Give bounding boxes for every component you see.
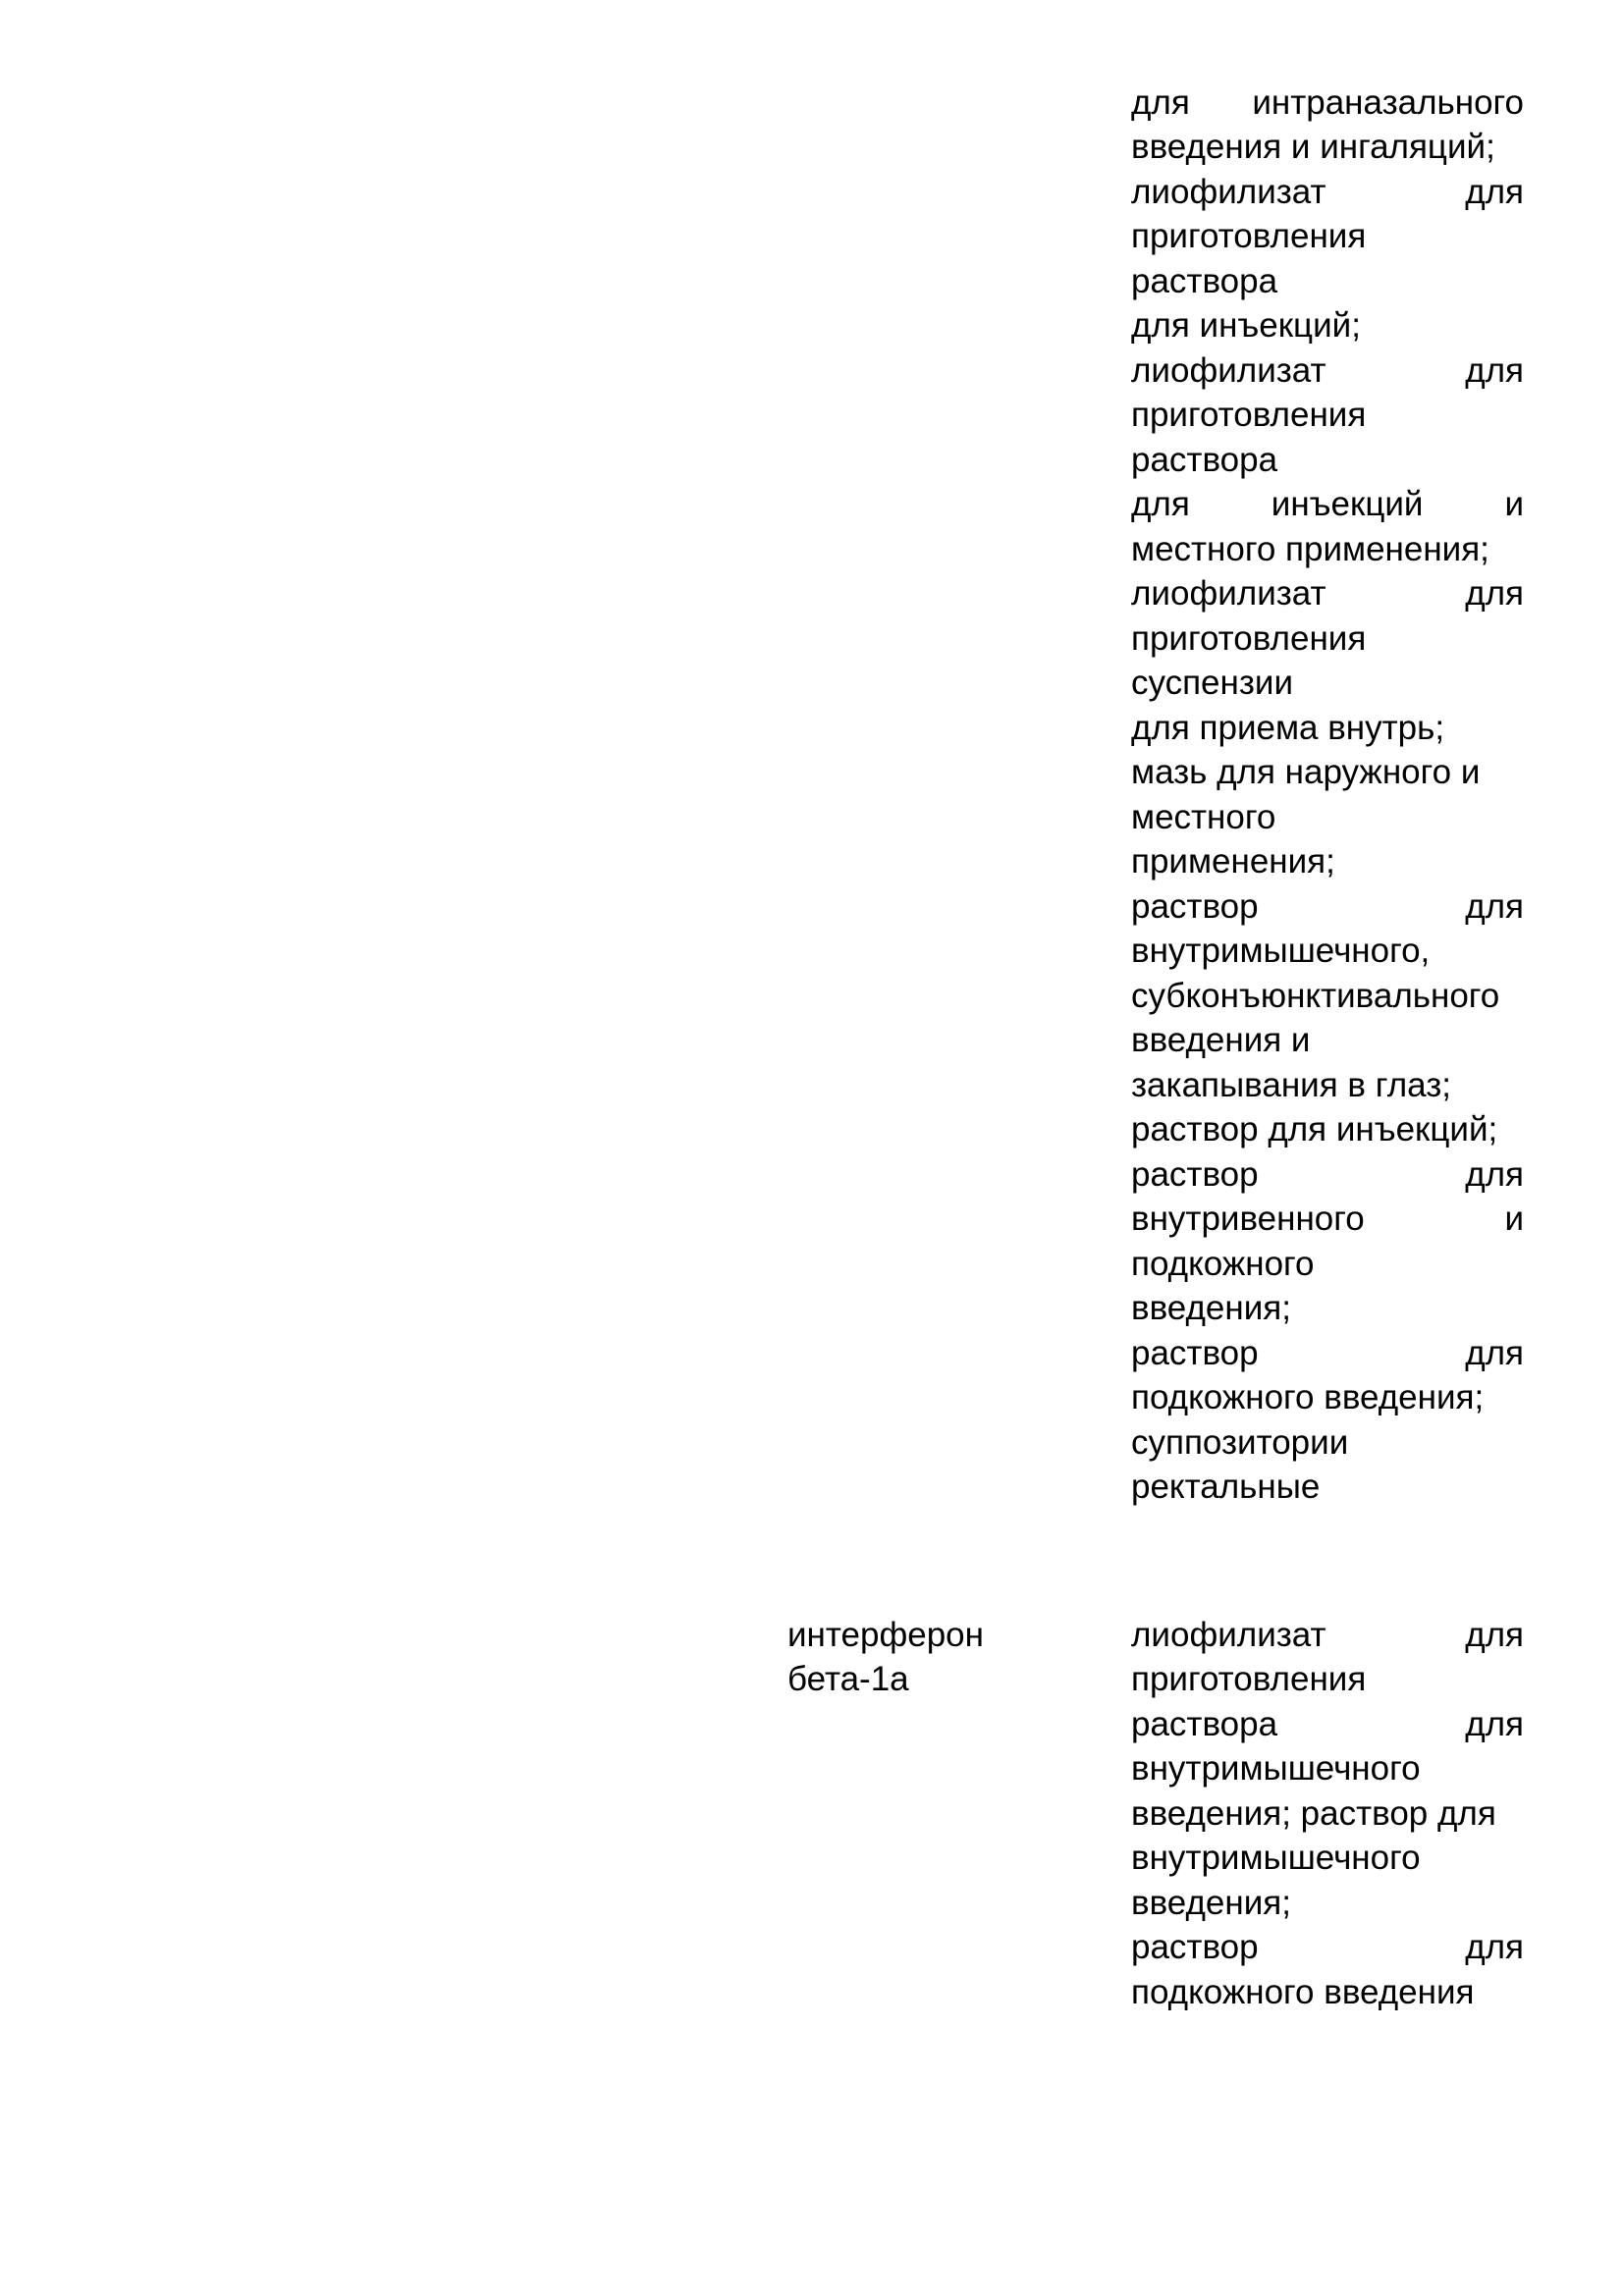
text-line: субконъюнктивального bbox=[1131, 977, 1500, 1015]
text-line bbox=[1131, 1925, 1524, 1969]
text-word: раствора bbox=[1131, 1705, 1278, 1743]
text-line: суспензии bbox=[1131, 664, 1294, 702]
text-word: внутривенного bbox=[1131, 1200, 1365, 1238]
text-word: для bbox=[1465, 1928, 1524, 1966]
text-word: для bbox=[1465, 1705, 1524, 1743]
text-line: введения; bbox=[1131, 1884, 1291, 1922]
text-line: введения и bbox=[1131, 1021, 1311, 1059]
text-line bbox=[1131, 1331, 1524, 1375]
text-line: введения; bbox=[1131, 1289, 1291, 1327]
text-line: введения; раствор для bbox=[1131, 1794, 1496, 1833]
text-line bbox=[1131, 348, 1524, 393]
text-line: мазь для наружного и bbox=[1131, 753, 1481, 791]
text-word: раствор bbox=[1131, 887, 1259, 926]
text-word: лиофилизат bbox=[1131, 1616, 1326, 1654]
text-line: раствор для инъекций; bbox=[1131, 1110, 1498, 1148]
text-line: приготовления bbox=[1131, 396, 1367, 434]
text-word: для bbox=[1465, 351, 1524, 390]
text-word: интраназального bbox=[1252, 83, 1524, 122]
text-line: приготовления bbox=[1131, 1660, 1367, 1698]
text-word: лиофилизат bbox=[1131, 574, 1326, 613]
text-word: раствор bbox=[1131, 1334, 1259, 1372]
text-word: раствор bbox=[1131, 1928, 1259, 1966]
text-line bbox=[1131, 1702, 1524, 1746]
text-line bbox=[1131, 482, 1524, 526]
text-word: и bbox=[1504, 485, 1524, 523]
drug-name-line: бета-1а bbox=[787, 1660, 909, 1698]
text-line: раствора bbox=[1131, 441, 1278, 479]
text-line: подкожного введения bbox=[1131, 1973, 1475, 2011]
text-line: ректальные bbox=[1131, 1468, 1321, 1506]
text-line bbox=[1131, 884, 1524, 929]
text-line bbox=[1131, 1152, 1524, 1197]
text-line bbox=[1131, 1613, 1524, 1657]
text-line: внутримышечного bbox=[1131, 1749, 1421, 1788]
text-word: для bbox=[1465, 887, 1524, 926]
text-line: закапывания в глаз; bbox=[1131, 1066, 1451, 1104]
text-line: раствора bbox=[1131, 262, 1278, 300]
text-word: для bbox=[1465, 1334, 1524, 1372]
text-line: введения и ингаляций; bbox=[1131, 128, 1495, 166]
text-word: для bbox=[1131, 485, 1190, 523]
text-line: внутримышечного, bbox=[1131, 932, 1431, 970]
text-word: раствор bbox=[1131, 1155, 1259, 1194]
text-line: местного bbox=[1131, 798, 1276, 836]
text-word: для bbox=[1465, 1155, 1524, 1194]
text-line: внутримышечного bbox=[1131, 1839, 1421, 1877]
text-line: подкожного введения; bbox=[1131, 1378, 1485, 1416]
text-line: местного применения; bbox=[1131, 530, 1489, 568]
text-line bbox=[1131, 1197, 1524, 1241]
text-word: для bbox=[1465, 574, 1524, 613]
text-line: суппозитории bbox=[1131, 1423, 1349, 1462]
text-word: лиофилизат bbox=[1131, 173, 1326, 211]
text-line: применения; bbox=[1131, 842, 1335, 881]
text-line: для приема внутрь; bbox=[1131, 709, 1445, 747]
text-word: лиофилизат bbox=[1131, 351, 1326, 390]
text-word: для bbox=[1465, 173, 1524, 211]
drug-name-line: интерферон bbox=[787, 1616, 984, 1654]
text-line bbox=[1131, 170, 1524, 214]
text-word: инъекций bbox=[1271, 485, 1424, 523]
text-line bbox=[1131, 80, 1524, 125]
text-word: для bbox=[1465, 1616, 1524, 1654]
text-line: подкожного bbox=[1131, 1245, 1315, 1283]
text-line bbox=[1131, 571, 1524, 615]
text-word: для bbox=[1131, 83, 1190, 122]
text-line: приготовления bbox=[1131, 217, 1367, 255]
text-line: для инъекций; bbox=[1131, 306, 1361, 345]
text-word: и bbox=[1504, 1200, 1524, 1238]
text-line: приготовления bbox=[1131, 619, 1367, 658]
